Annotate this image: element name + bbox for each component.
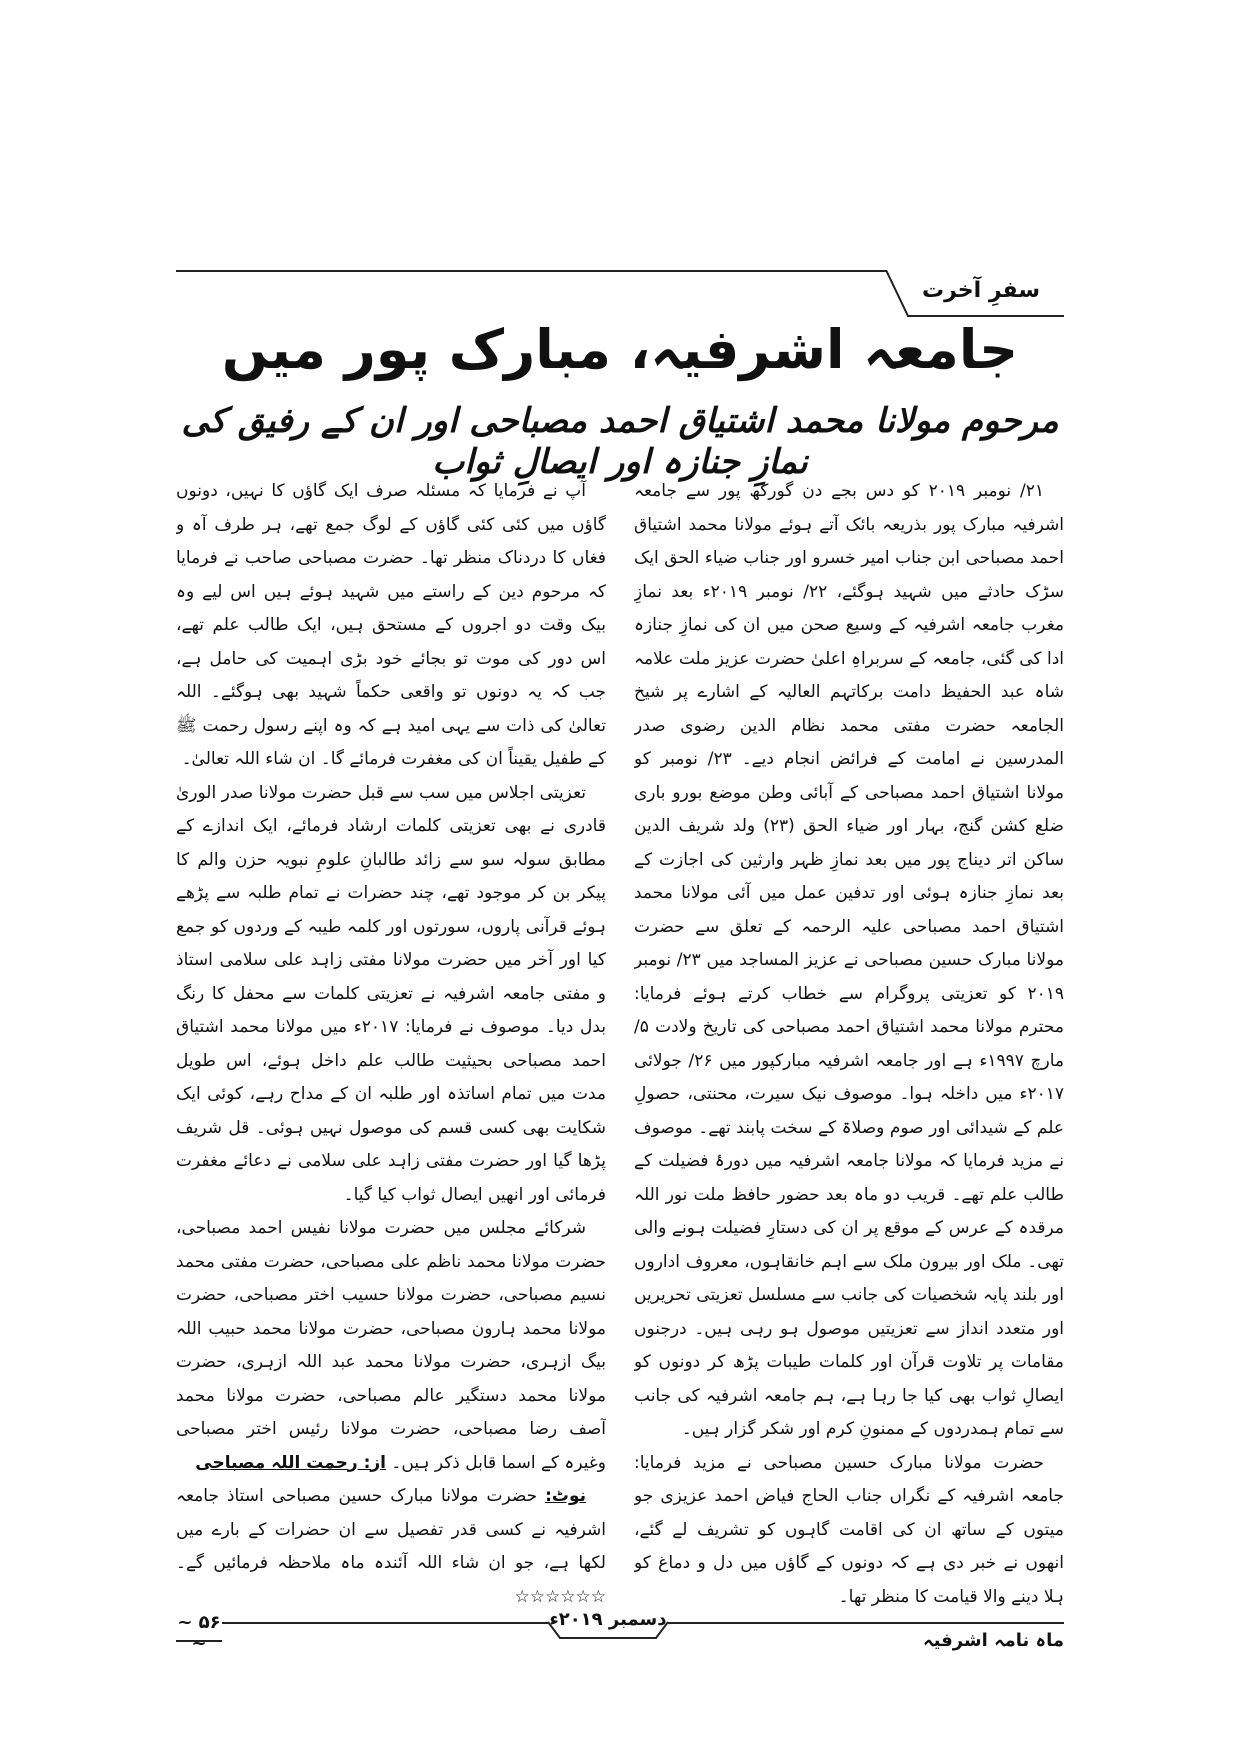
article-body	[176, 475, 1064, 1618]
article-title: جامعہ اشرفیہ، مبارک پور میں	[221, 318, 1019, 381]
note	[176, 1480, 606, 1614]
author-signature: از: رحمت اللہ مصباحی	[195, 1452, 387, 1473]
section-label: سفرِ آخرت	[921, 278, 1040, 303]
magazine-name: ماہ نامہ اشرفیہ	[923, 1630, 1064, 1651]
header-rule	[176, 270, 886, 272]
section-tab	[886, 270, 1064, 318]
paragraph-text: شرکائے مجلس میں حضرت مولانا نفیس احمد مصباحی، حضرت مولانا محمد ناظم علی مصباحی، حضرت مفتی محمد نسیم مصباحی، حضرت مولانا حسیب اختر مصباحی، حضرت مولانا محمد ہارون مصباحی، حضرت مولانا محمد حبیب اللہ بیگ ازہری، حضرت مولانا محمد عبد اللہ ازہری، حضرت مولانا محمد دستگیر عالم مصباحی، حضرت مولانا محمد آصف رضا مصباحی، حضرت مولانا رئیس اختر مصباحی وغیرہ کے اسما قابل ذکر ہیں۔	[176, 1218, 606, 1473]
paragraph: تعزیتی اجلاس میں سب سے قبل حضرت مولانا صدر الوریٰ قادری نے بھی تعزیتی کلمات ارشاد فرمائے، ایک اندازے کے مطابق سولہ سو سے زائد طالبانِ علومِ نبویہ حزن والم کا پیکر بن کر موجود تھے، چند حضرات نے تمام طلبہ سے پڑھے ہوئے قرآنی پاروں، سورتوں اور کلمہ طیبہ کے وردوں کو جمع کیا اور آخر میں حضرت مولانا مفتی زاہد علی سلامی استاذ و مفتی جامعہ اشرفیہ نے تعزیتی کلمات سے محفل کا رنگ بدل دیا۔ موصوف نے فرمایا: ۲۰۱۷ء میں مولانا محمد اشتیاق احمد مصباحی بحیثیت طالب علم داخل ہوئے، اس طویل مدت میں تمام اساتذہ اور طلبہ ان کے مداح رہے، کوئی ایک شکایت بھی کسی قسم کی موصول نہیں ہوئی۔ قل شریف پڑھا گیا اور حضرت مفتی زاہد علی سلامی نے دعائے مغفرت فرمائی اور انھیں ایصال ثواب کیا گیا۔	[176, 782, 606, 1205]
footer-rule	[668, 1622, 1064, 1624]
paragraph: حضرت مولانا مبارک حسین مصباحی نے مزید فرمایا: جامعہ اشرفیہ کے نگراں جناب الحاج فیاض احمد عزیزی جو میتوں کے ساتھ ان کی اقامت گاہوں کو تشریف لے گئے، انھوں نے خبر دی ہے کہ دونوں کے گاؤں میں دل و دماغ کو ہلا دینے والا قیامت کا منظر تھا۔	[634, 1452, 1064, 1607]
footer-rule	[222, 1622, 548, 1624]
footer-date: دسمبر ۲۰۱۹ء	[549, 1609, 667, 1630]
note-label: نوٹ:	[545, 1486, 587, 1506]
left-column	[176, 475, 606, 1618]
note-text: حضرت مولانا مبارک حسین مصباحی استاذ جامعہ اشرفیہ نے کسی قدر تفصیل سے ان حضرات کے بارے میں لکھا ہے، جو ان شاء اللہ آئندہ ماہ ملاحظہ فرمائیں گے۔ ☆☆☆☆☆☆	[176, 1486, 606, 1607]
paragraph	[176, 1212, 606, 1480]
right-column	[634, 475, 1064, 1618]
page-number: ~ ۵۶ ~	[177, 1612, 221, 1654]
paragraph: ۲۱/ نومبر ۲۰۱۹ کو دس بجے دن گورکھ پور سے جامعہ اشرفیہ مبارک پور بذریعہ بائک آتے ہوئے مولانا محمد اشتیاق احمد مصباحی ابن جناب امیر خسرو اور جناب ضیاء الحق ایک سڑک حادثے میں شہید ہوگئے، ۲۲/ نومبر ۲۰۱۹ء بعد نمازِ مغرب جامعہ اشرفیہ کے وسیع صحن میں ان کی نمازِ جنازہ ادا کی گئی، جامعہ کے سربراہِ اعلیٰ حضرت عزیز ملت علامہ شاہ عبد الحفیظ دامت برکاتہم العالیہ کے اشارے پر شیخ الجامعہ حضرت مفتی محمد نظام الدین رضوی صدر المدرسین نے امامت کے فرائض انجام دیے۔ ۲۳/ نومبر کو مولانا اشتیاق احمد مصباحی کے آبائی وطن موضع بورو باری ضلع کشن گنج، بہار اور ضیاء الحق (۲۳) ولد شریف الدین ساکن اتر دیناج پور میں بعد نمازِ ظہر وارثین کی اجازت کے بعد نمازِ جنازہ ہوئی اور تدفین عمل میں آئی مولانا محمد اشتیاق احمد مصباحی علیہ الرحمہ کے تعلق سے حضرت مولانا مبارک حسین مصباحی نے عزیز المساجد میں ۲۳/ نومبر ۲۰۱۹ کو تعزیتی پروگرام سے خطاب کرتے ہوئے فرمایا: محترم مولانا محمد اشتیاق احمد مصباحی کی تاریخ ولادت ۵/ مارچ ۱۹۹۷ء ہے اور جامعہ اشرفیہ مبارکپور میں ۲۶/ جولائی ۲۰۱۷ء میں داخلہ ہوا۔ موصوف نیک سیرت، محنتی، حصولِ علم کے شیدائی اور صوم وصلاۃ کے سخت پابند تھے۔ موصوف نے مزید فرمایا کہ مولانا جامعہ اشرفیہ میں دورۂ فضیلت کے طالب علم تھے۔ قریب دو ماہ بعد حضور حافظ ملت نور اللہ مرقدہ کے عرس کے موقع پر ان کی دستارِ فضیلت ہونے والی تھی۔ ملک اور بیرون ملک سے اہم خانقاہوں، معروف اداروں اور بلند پایہ شخصیات کی جانب سے مسلسل تعزیتی تحریریں اور متعدد انداز سے تعزیتیں موصول ہو رہی ہیں۔ درجنوں مقامات پر تلاوت قرآن اور کلمات طیبات پڑھ کر دونوں کو ایصالِ ثواب بھی کیا جا رہا ہے، ہم جامعہ اشرفیہ کی جانب سے تمام ہمدردوں کے ممنونِ کرم اور شکر گزار ہیں۔	[634, 481, 1064, 1439]
article-subtitle: مرحوم مولانا محمد اشتیاق احمد مصباحی اور ان کے رفیق کی نمازِ جنازہ اور ایصالِ ثواب	[181, 401, 1059, 482]
paragraph: آپ نے فرمایا کہ مسئلہ صرف ایک گاؤں کا نہیں، دونوں گاؤں میں کئی کئی گاؤں کے لوگ جمع تھے، ہر طرف آہ و فغاں کا دردناک منظر تھا۔ حضرت مصباحی صاحب نے فرمایا کہ مرحوم دین کے راستے میں شہید ہوئے ہیں اس لیے وہ بیک وقت دو اجروں کے مستحق ہیں، ایک طالب علم تھے، اس دور کی موت تو بجائے خود بڑی اہمیت کی حامل ہے، جب کہ یہ دونوں تو واقعی حکماً شہید بھی ہوگئے۔ اللہ تعالیٰ کی ذات سے یہی امید ہے کہ وہ اپنے رسول رحمت ﷺ کے طفیل یقیناً ان کی مغفرت فرمائے گا۔ ان شاء اللہ تعالیٰ۔	[176, 481, 606, 769]
